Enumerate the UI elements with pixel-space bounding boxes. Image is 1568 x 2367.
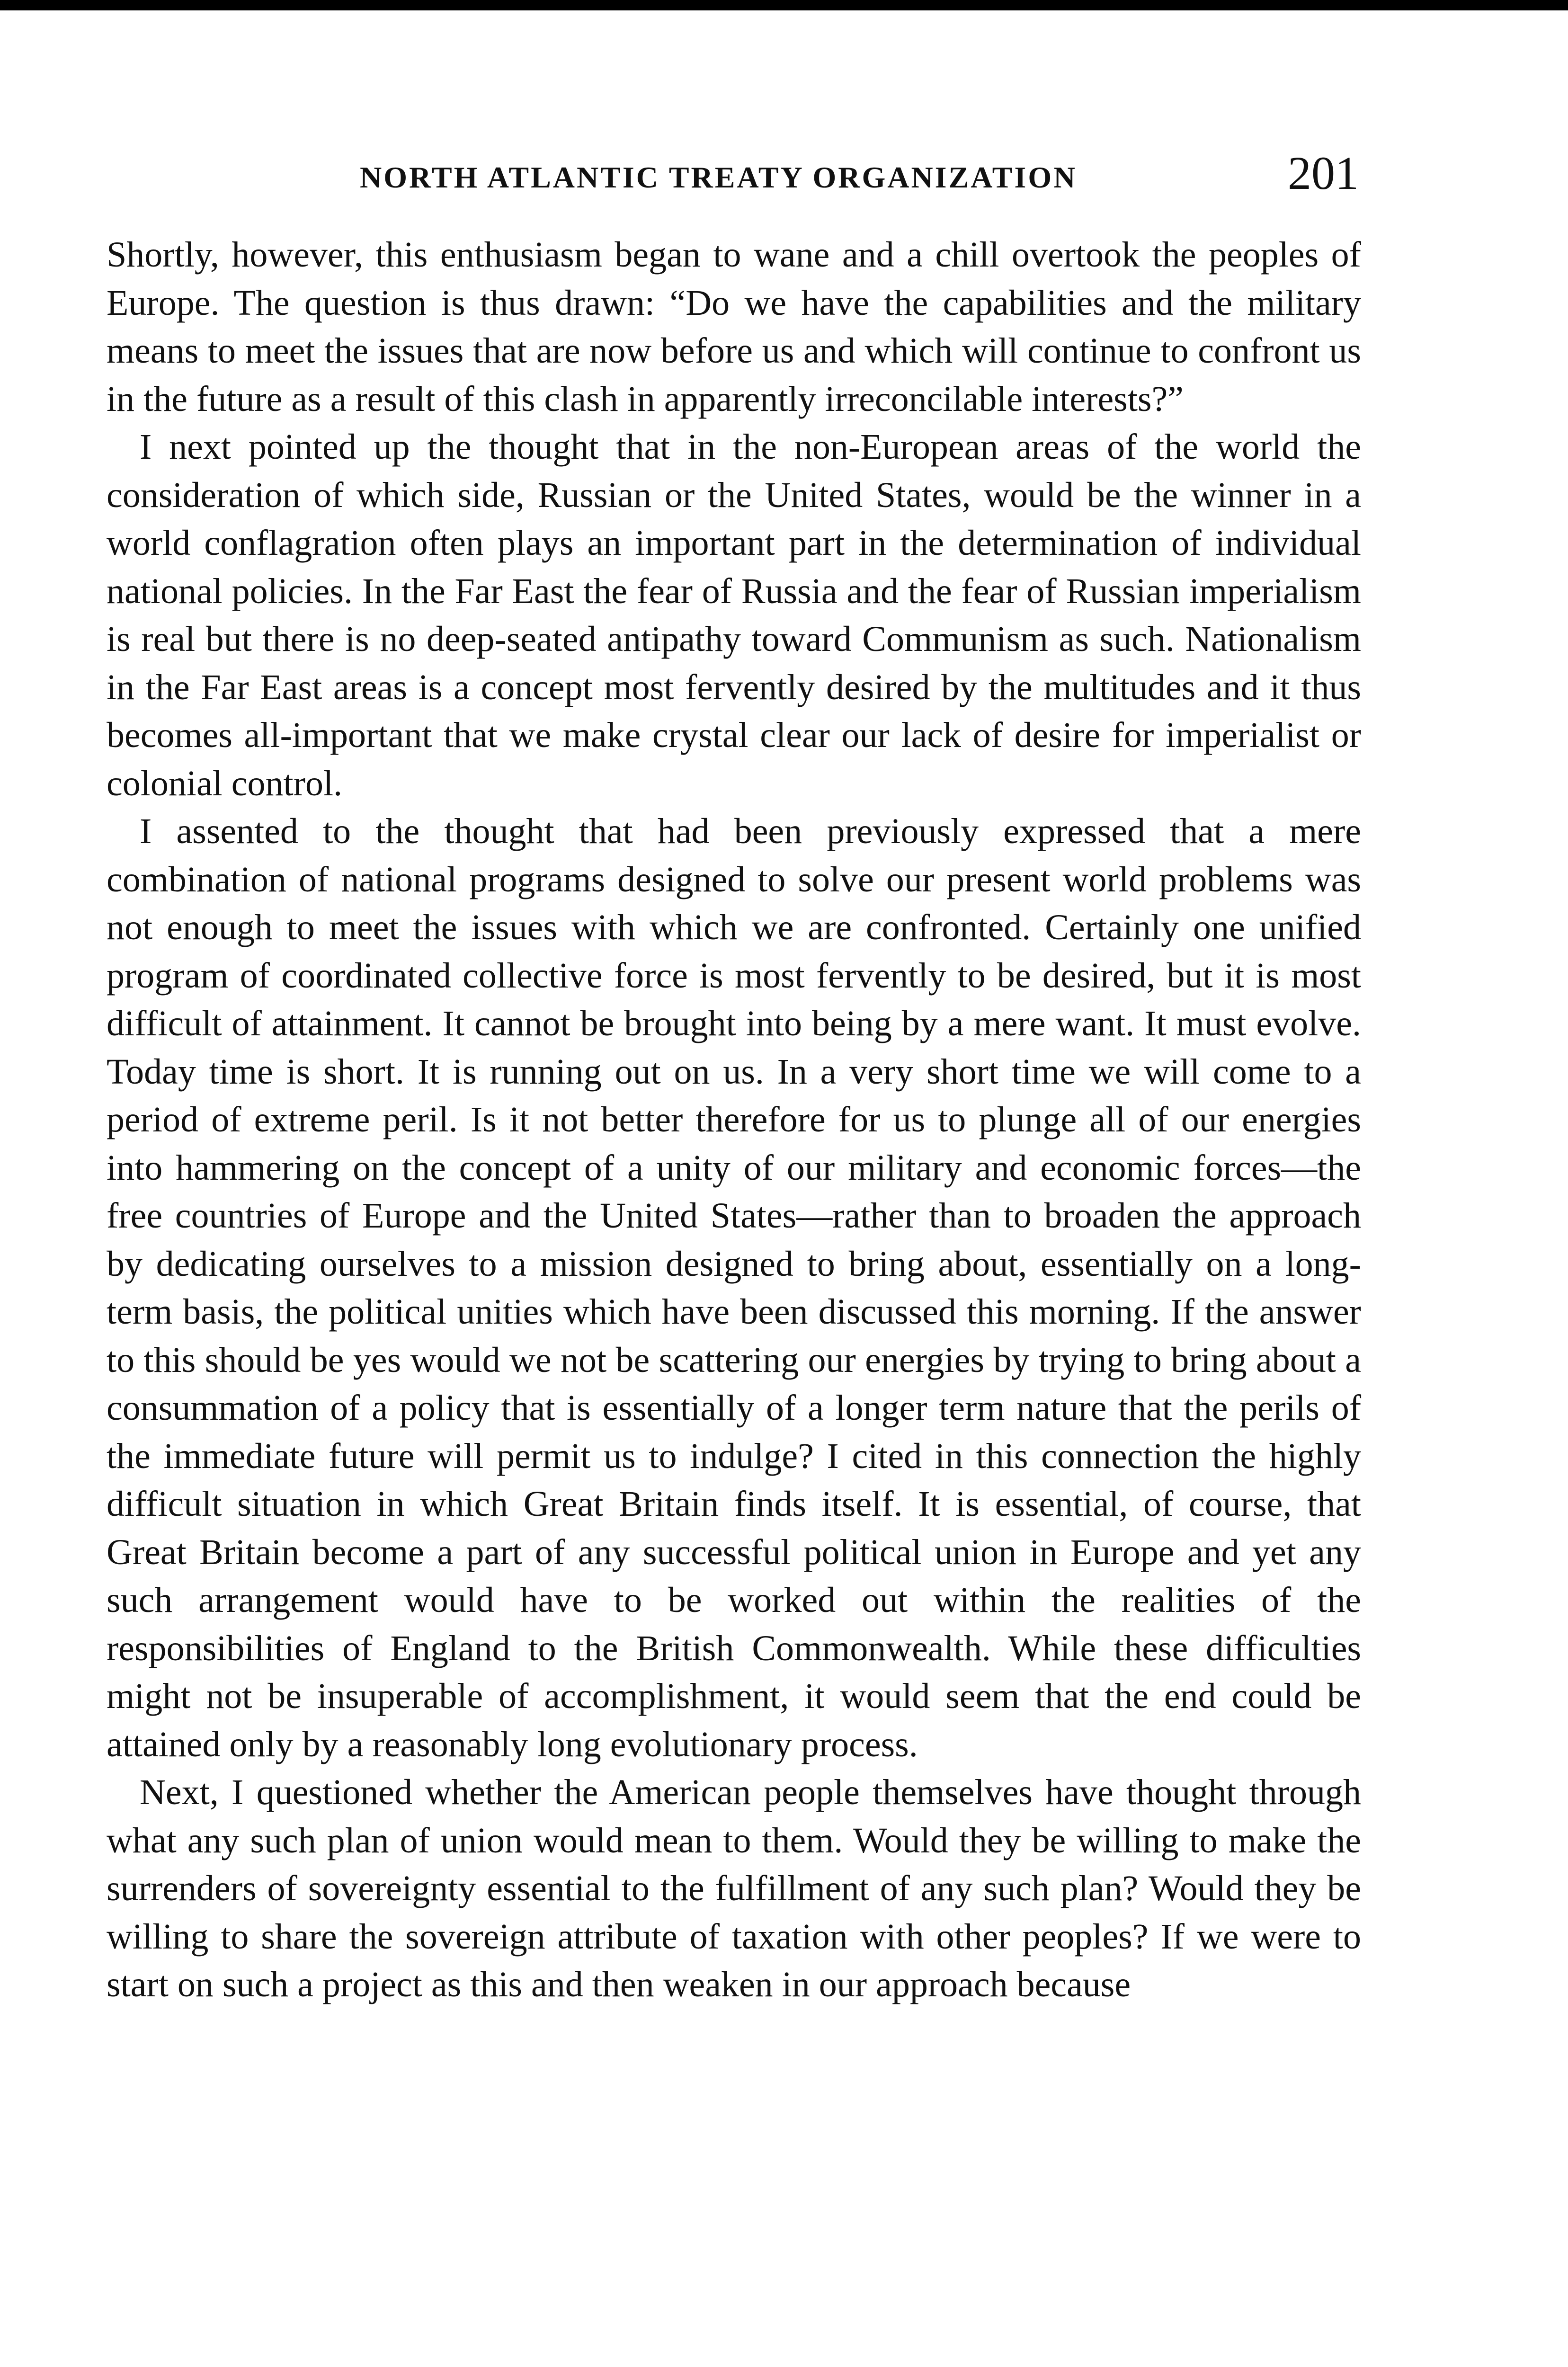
paragraph-non-european-areas: I next pointed up the thought that in the non-European areas of the world the consideration of which side, Russian or the United States, would be the winner in a world conflagration often plays an important part in the determination of individual national policies. In the Far East the fear of Russia and the fear of Russian imperialism is real but there is no deep-seated antipathy toward Communism as such. Nationalism in the Far East areas is a concept most fervently desired by the multitudes and it thus becomes all-important that we make crystal clear our lack of desire for imperialist or colonial control.: [107, 427, 1361, 803]
page-header: [109, 147, 1359, 204]
running-title: NORTH ATLANTIC TREATY ORGANIZATION: [360, 160, 1078, 194]
paragraph-american-people: Next, I questioned whether the American people themselves have thought through what any such plan of union would mean to them. Would they be willing to make the surrenders of sovereignty essential to the fulfillment of any such plan? Would they be willing to share the sovereign attribute of taxation with other peoples? If we were to start on such a project as this and then weaken in our approach because: [107, 1772, 1361, 2004]
top-border-rule: [0, 0, 1568, 10]
body-text: [107, 231, 1361, 2009]
page-number: 201: [1288, 147, 1359, 199]
paragraph-continuation: Shortly, however, this enthusiasm began to wane and a chill overtook the peoples of Europe. The question is thus drawn: “Do we have the capabilities and the military means to meet the issues that are now before us and which will continue to confront us in the future as a result of this clash in apparently irreconcilable interests?”: [107, 235, 1361, 419]
paragraph-unified-program: I assented to the thought that had been previously expressed that a mere combination of national programs designed to solve our present world problems was not enough to meet the issues with which we are confronted. Certainly one unified program of coordinated collective force is most fervently to be desired, but it is most difficult of attainment. It cannot be brought into being by a mere want. It must evolve. Today time is short. It is running out on us. In a very short time we will come to a period of extreme peril. Is it not better therefore for us to plunge all of our energies into hammering on the concept of a unity of our military and economic forces—the free countries of Europe and the United States—rather than to broaden the approach by dedicating ourselves to a mission designed to bring about, essentially on a long-term basis, the political unities which have been discussed this morning. If the answer to this should be yes would we not be scattering our energies by trying to bring about a consummation of a policy that is essentially of a longer term nature that the perils of the immediate future will permit us to indulge? I cited in this connection the highly difficult situation in which Great Britain finds itself. It is essential, of course, that Great Britain become a part of any successful political union in Europe and yet any such arrangement would have to be worked out within the realities of the responsibilities of England to the British Commonwealth. While these difficulties might not be insuperable of accomplishment, it would seem that the end could be attained only by a reasonably long evolutionary process.: [107, 811, 1361, 1764]
